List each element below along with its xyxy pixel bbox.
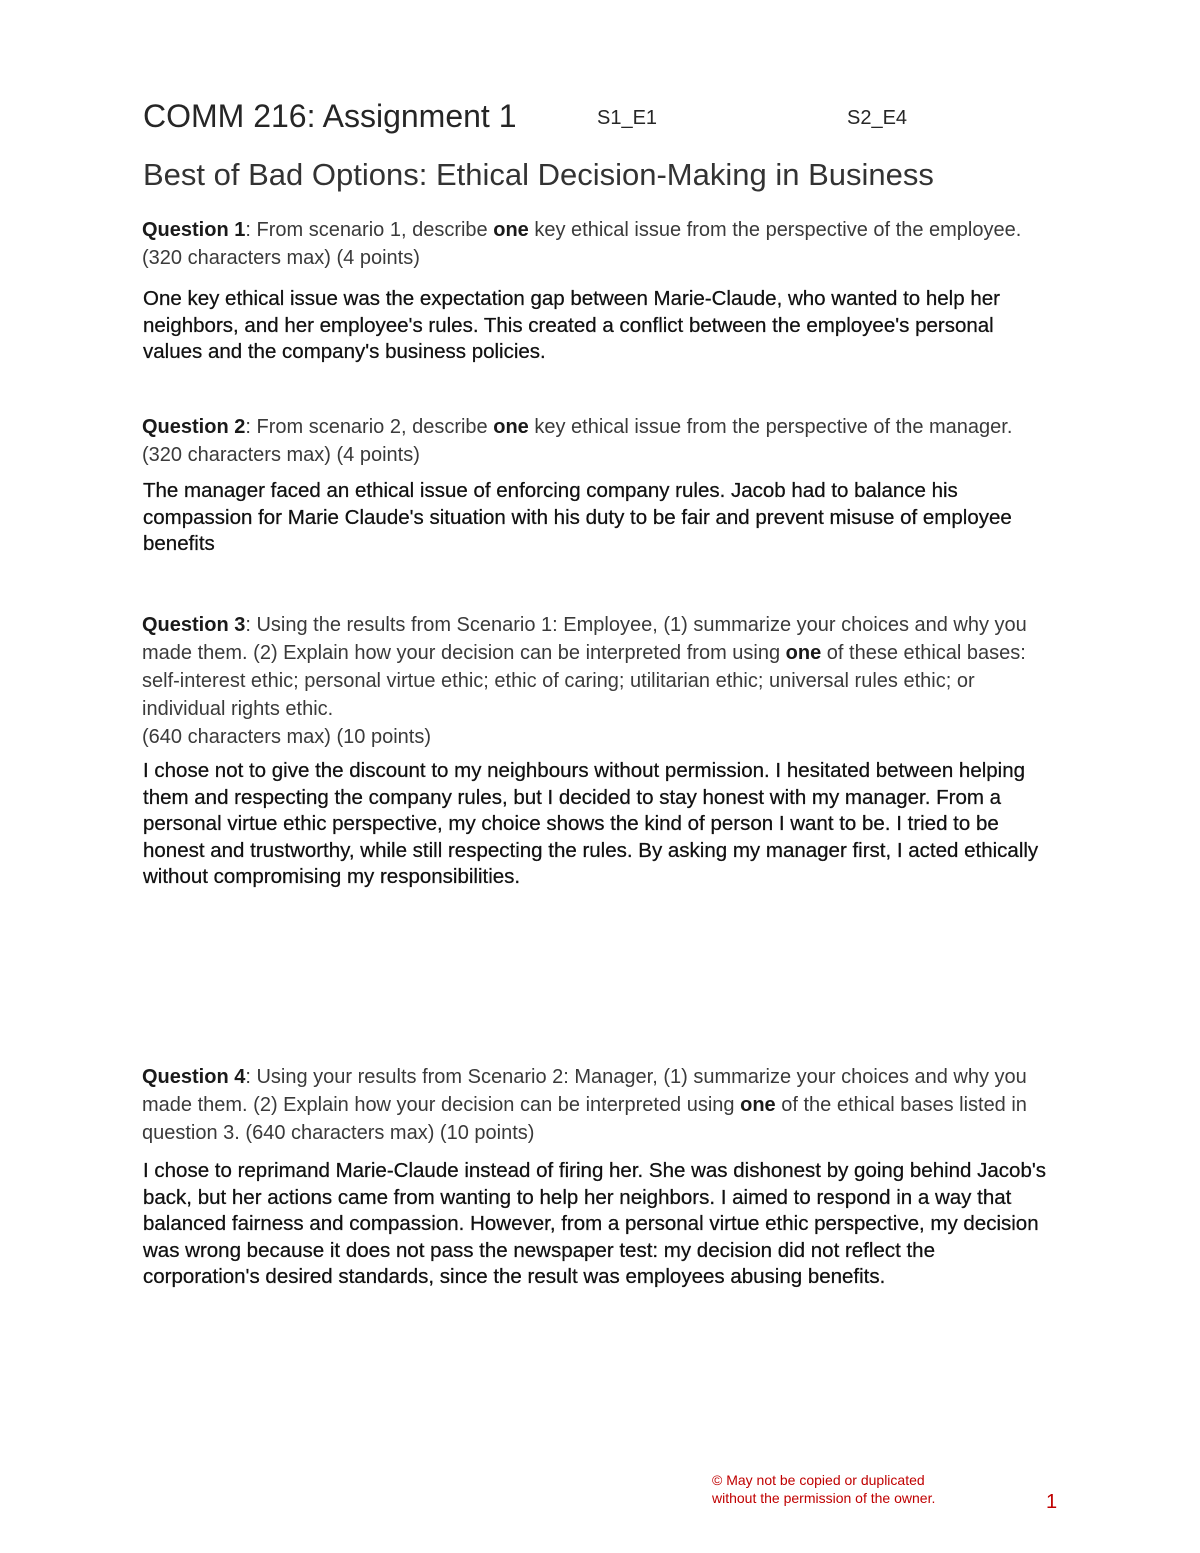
- question-2-text-a: : From scenario 2, describe: [245, 416, 494, 438]
- copyright-notice: [712, 1471, 1012, 1507]
- question-4-emphasis: one: [740, 1094, 776, 1116]
- question-3-prompt: [142, 611, 1052, 751]
- question-1-prompt: [142, 216, 1052, 272]
- question-2-answer: The manager faced an ethical issue of enforcing company rules. Jacob had to balance his compassion for Marie Claude's situation with his duty to be fair and prevent misuse of employee benefits: [143, 479, 1012, 555]
- question-3-answer: I chose not to give the discount to my neighbours without permission. I hesitated between helping them and respecting the company rules, but I decided to stay honest with my manager. From a personal virtue ethic perspective, my choice shows the kind of person I want to be. I tried to be honest and trustworthy, while still respecting the rules. By asking my manager first, I acted ethically without compromising my responsibilities.: [143, 759, 1039, 888]
- question-4-label: Question 4: [142, 1066, 246, 1088]
- copyright-line-2: without the permission of the owner.: [712, 1490, 936, 1506]
- question-1-text-a: : From scenario 1, describe: [245, 219, 494, 241]
- question-1-label: Question 1: [142, 219, 246, 241]
- question-2-text-b: key ethical issue from the perspective of the manager. (320 characters max) (4 points): [142, 416, 1013, 466]
- question-3-limits: (640 characters max) (10 points): [142, 726, 432, 748]
- question-3-text-b: of these ethical bases: self-interest ethic; personal virtue ethic; ethic of caring; utilitarian ethic; universal rules ethic; or individual rights ethic.: [142, 642, 1026, 720]
- question-1-answer: One key ethical issue was the expectation gap between Marie-Claude, who wanted to help her neighbors, and her employee's rules. This created a conflict between the employee's personal values and the company's business policies.: [143, 287, 1000, 363]
- question-1-text-b: key ethical issue from the perspective of the employee. (320 characters max) (4 points): [142, 219, 1022, 269]
- page-subtitle: Best of Bad Options: Ethical Decision-Making in Business: [143, 157, 934, 192]
- question-1-emphasis: one: [493, 219, 529, 241]
- scenario1-tag: S1_E1: [597, 107, 658, 129]
- scenario2-tag: S2_E4: [847, 107, 908, 129]
- title-row: [143, 98, 1043, 142]
- page-number: 1: [1046, 1491, 1058, 1513]
- question-2-prompt: [142, 413, 1052, 469]
- page-title: COMM 216: Assignment 1: [143, 98, 517, 134]
- question-2-label: Question 2: [142, 416, 246, 438]
- question-4-text-b: of the ethical bases listed in question 3. (640 characters max) (10 points): [142, 1094, 1027, 1144]
- question-3-emphasis: one: [785, 642, 822, 664]
- copyright-line-1: © May not be copied or duplicated: [712, 1472, 925, 1488]
- question-3-label: Question 3: [142, 614, 246, 636]
- question-4-answer: I chose to reprimand Marie-Claude instead of firing her. She was dishonest by going behind Jacob's back, but her actions came from wanting to help her neighbors. I aimed to respond in a way that balanced fairness and compassion. However, from a personal virtue ethic perspective, my decision was wrong because it does not pass the newspaper test: my decision did not reflect the corporation's desired standards, since the result was employees abusing benefits.: [143, 1159, 1047, 1288]
- question-4-text-a: : Using your results from Scenario 2: Manager, (1) summarize your choices and why you made them. (2) Explain how your decision can be interpreted using: [142, 1066, 1027, 1116]
- question-2-emphasis: one: [493, 416, 529, 438]
- question-3-text-a: : Using the results from Scenario 1: Employee, (1) summarize your choices and why you made them. (2) Explain how your decision can be interpreted from using: [142, 614, 1027, 664]
- question-4-prompt: [142, 1063, 1052, 1147]
